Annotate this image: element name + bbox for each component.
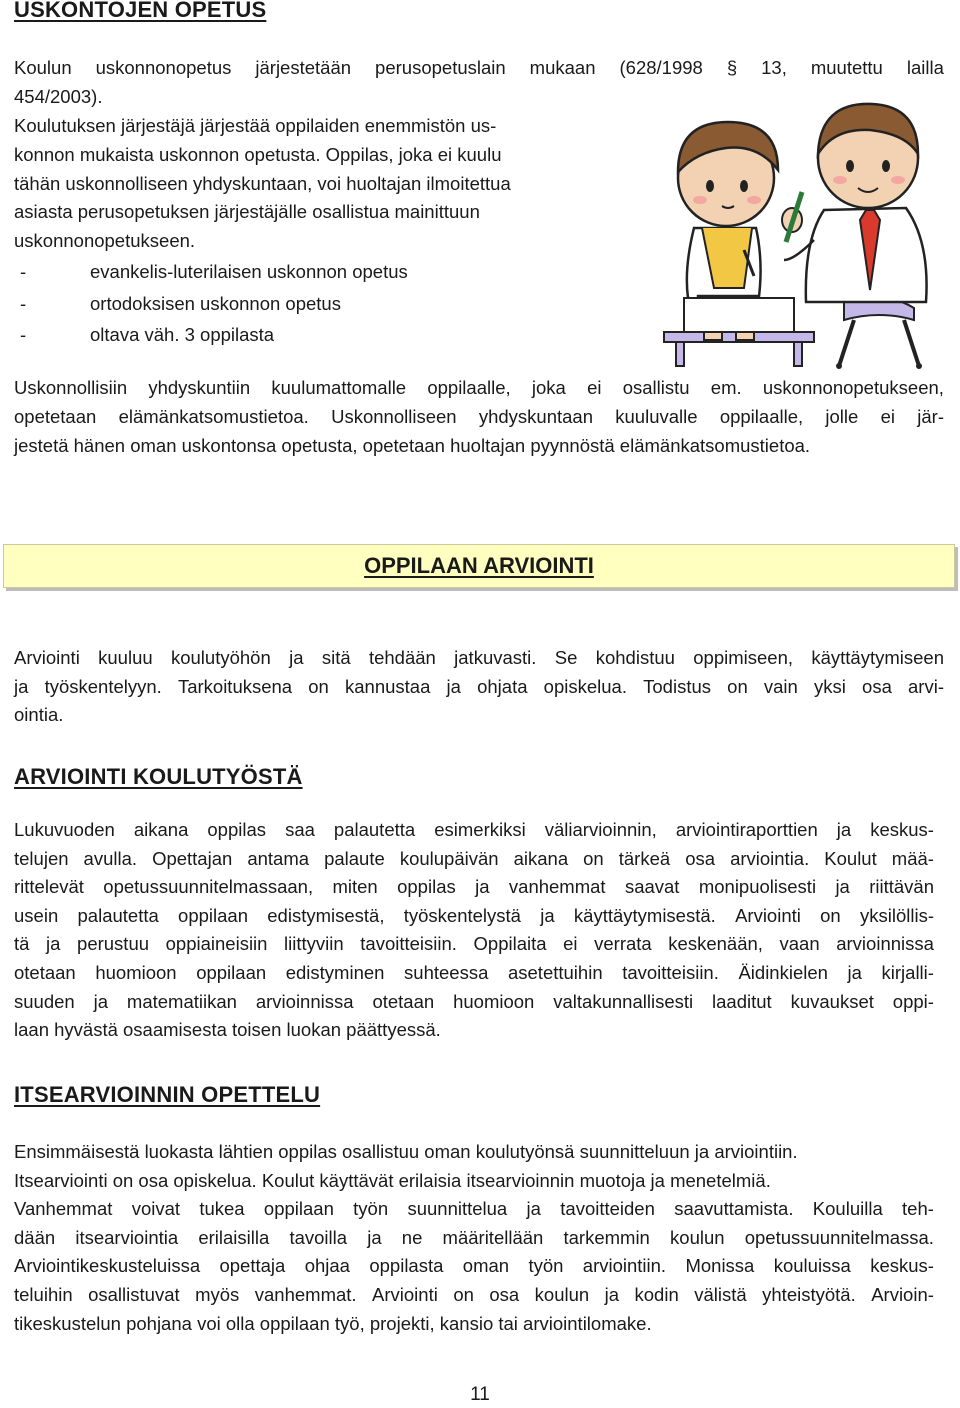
itse-line-1: Ensimmäisestä luokasta lähtien oppilas osallistuu oman koulutyönsä suunnitteluun ja arviointiin. [14,1141,798,1162]
itse-line-4: dään itsearviointia erilaisilla tavoilla ja ne määritellään tarkemmin koulun opetussuunnitelmassa. [14,1226,934,1248]
uskonto-line-4: asiasta perusopetuksen järjestäjälle osallistua mainittuun [14,201,480,223]
uskonto-list [14,256,408,351]
arvkoulu-line-3: rittelevät opetussuunnitelmassaan, miten oppilas ja vanhemmat saavat monipuolisesti ja riittävän [14,876,934,898]
arvkoulu-line-7: suuden ja matematiikan arvioinnissa otetaan huomioon valtakunnallisesti laaditut kuvaukset oppi- [14,990,934,1012]
section-title-arviointi-koulutyosta: ARVIOINTI KOULUTYÖSTÄ [14,764,303,789]
list-dash: - [20,292,27,314]
arviointi-koulutyosta-paragraph [14,816,934,1045]
itse-line-3: Vanhemmat voivat tukea oppilaan työn suunnittelua ja tavoitteiden saavuttamista. Kouluilla teh- [14,1198,934,1220]
section-title-itsearvioinnin-opettelu: ITSEARVIOINNIN OPETTELU [14,1082,321,1107]
intro-line-1: Koulun uskonnonopetus järjestetään perusopetuslain mukaan (628/1998 § 13, muutettu lailla [14,57,944,78]
itse-line-2: Itsearviointi on osa opiskelua. Koulut käyttävät erilaisia itsearvioinnin muotoja ja menetelmiä. [14,1169,771,1191]
uskonto2-line-3: jestetä hänen oman uskontonsa opetusta, opetetaan huoltajan pyynnöstä elämänkatsomustietoa. [14,434,811,456]
uskonto-paragraph-2 [14,374,944,460]
student-figure-icon [678,122,794,340]
arviointi-paragraph [14,644,944,730]
arvkoulu-line-1: Lukuvuoden aikana oppilas saa palautetta esimerkiksi väliarvioinnin, arviointiraporttien ja keskus- [14,819,934,840]
uskonto-paragraph [14,112,598,256]
itse-line-6: teluihin osallistuvat myös vanhemmat. Arviointi on osa koulun ja kodin välistä yhteistyötä. Arvioin- [14,1283,934,1305]
uskonto-line-2: konnon mukaista uskonnon opetusta. Oppilas, joka ei kuulu [14,143,502,165]
list-dash: - [20,261,27,282]
uskonto-line-1: Koulutuksen järjestäjä järjestää oppilaiden enemmistön us- [14,115,497,136]
itsearviointi-paragraph [14,1138,934,1338]
banner-title: OPPILAAN ARVIOINTI [364,553,594,578]
list-item [14,319,408,351]
section-title-uskontojen-opetus: USKONTOJEN OPETUS [14,0,267,22]
arvkoulu-line-4: usein palautetta oppilaan edistymisestä, työskentelystä ja käyttäytymisestä. Arviointi on yksilöllis- [14,904,934,926]
list-item [14,256,408,288]
list-item-text: ortodoksisen uskonnon opetus [90,292,341,314]
teacher-and-student-illustration-icon [654,100,954,370]
arviointi-line-1: Arviointi kuuluu koulutyöhön ja sitä tehdään jatkuvasti. Se kohdistuu oppimiseen, käyttäytymiseen [14,647,944,668]
intro-line-2: 454/2003). [14,85,103,107]
arvkoulu-line-6: otetaan huomioon oppilaan edistyminen suhteessa asetettuihin tavoitteisiin. Äidinkielen ja kirjalli- [14,961,934,983]
arviointi-line-2: ja työskentelyyn. Tarkoituksena on kannustaa ja ohjata opiskelua. Todistus on vain yksi osa arvi- [14,675,944,697]
uskonto-line-3: tähän uskonnolliseen yhdyskuntaan, voi huoltajan ilmoitettua [14,172,511,194]
arvkoulu-line-8: laan hyvästä osaamisesta toisen luokan päättyessä. [14,1019,441,1041]
arvkoulu-line-2: telujen avulla. Opettajan antama palaute koulupäivän aikana on tärkeä osa arviointia. Koulut mää- [14,847,934,869]
itse-line-5: Arviointikeskusteluissa opettaja ohjaa oppilasta oman työn arviointiin. Monissa kouluissa keskus- [14,1255,934,1277]
uskonto-line-5: uskonnonopetukseen. [14,230,196,252]
page-number: 11 [470,1384,490,1405]
list-item-text: oltava väh. 3 oppilasta [90,324,275,345]
teacher-figure-icon [782,104,927,302]
arviointi-line-3: ointia. [14,704,64,726]
list-item [14,288,408,320]
list-item-text: evankelis-luterilaisen uskonnon opetus [90,261,408,282]
uskonto2-line-2: opetetaan elämänkatsomustietoa. Uskonnolliseen yhdyskuntaan kuuluvalle oppilaalle, jolle ei jär- [14,405,944,427]
uskonto2-line-1: Uskonnollisiin yhdyskuntiin kuulumattomalle oppilaalle, joka ei osallistu em. uskonnonopetukseen, [14,377,944,398]
arvkoulu-line-5: tä ja perustuu oppiaineisiin liittyviin tavoitteisiin. Oppilaita ei verrata keskenään, vaan arvioinnissa [14,933,934,955]
section-banner-oppilaan-arviointi [3,544,955,588]
itse-line-7: tikeskustelun pohjana voi olla oppilaan työ, projekti, kansio tai arviointilomake. [14,1312,652,1334]
list-dash: - [20,324,27,345]
